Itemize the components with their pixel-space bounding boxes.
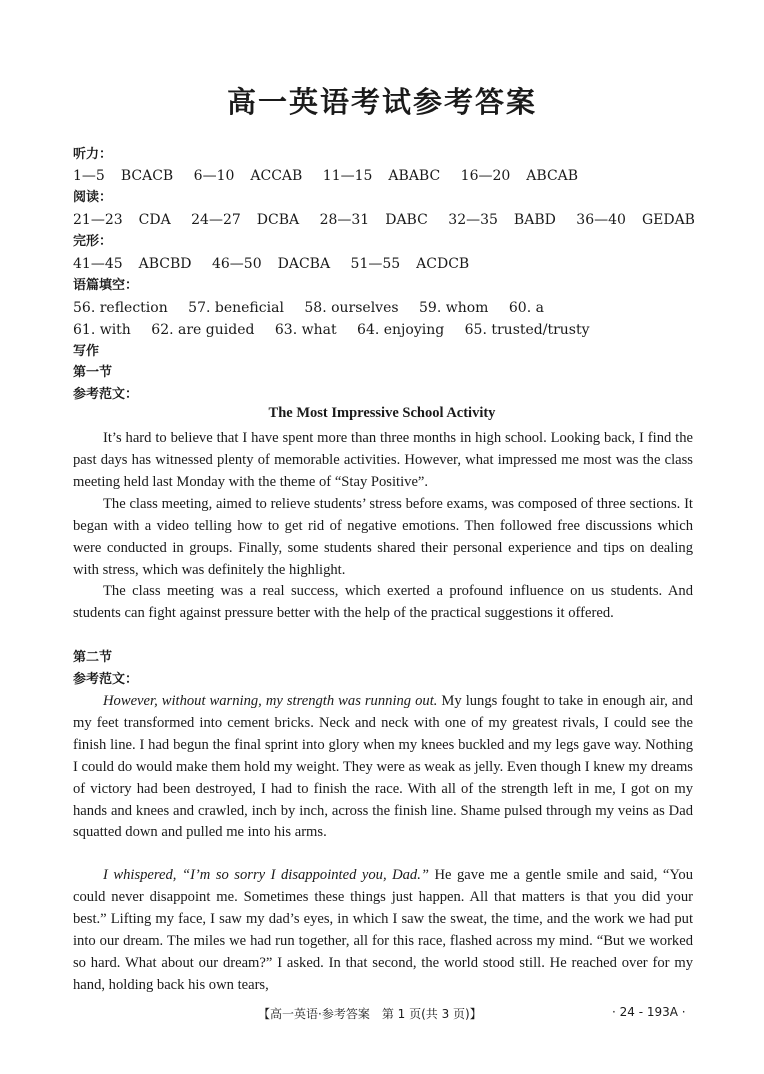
sample-essay-label: 参考范文： (73, 387, 139, 402)
cloze-answers (73, 253, 485, 275)
answer-letters: ACCAB (250, 168, 303, 184)
answer-range: 28—31 (319, 212, 370, 228)
sample-essay-label-2: 参考范文： (73, 672, 139, 687)
grammar-answer: 60. a (508, 300, 544, 316)
footer-page-info: 【高一英语·参考答案 第 1 页(共 3 页)】 (258, 1007, 482, 1021)
answer-range: 16—20 (460, 168, 511, 184)
grammar-fill-row-2 (73, 319, 606, 341)
essay-paragraph-3: The class meeting was a real success, which exerted a profound influence on us students. And students can fight against pressure better with the help of the practical suggestions it offered. (73, 583, 693, 621)
paragraph-body: He gave me a gentle smile and said, “You could never disappoint me. Sometimes these things just happen. All that matters is that you did your best.” Lifting my face, I saw my dad’s eyes, in which I saw the sweat, the time, and the work we had put into our dream. The miles we had run together, all for this race, flashed across my mind. “But we worked so hard. What about our dream?” I asked. In that second, the world stood still. He reached over for my hand, holding back his own tears, (73, 867, 694, 993)
grammar-answer: 58. ourselves (304, 300, 399, 316)
grammar-answer: 56. reflection (73, 300, 168, 316)
answer-range: 36—40 (576, 212, 626, 228)
answer-letters: BCACB (120, 168, 174, 184)
answer-range: 6—10 (193, 168, 235, 184)
answer-letters: ABCAB (526, 168, 579, 184)
essay-title: The Most Impressive School Activity (268, 405, 496, 421)
essay-paragraph-2: The class meeting, aimed to relieve students’ stress before exams, was composed of three sections. It began with a video telling how to get rid of negative emotions. Then followed free discussions which were conducted in groups. Finally, some students shared their personal experience and tips on dealing with stress, which was definitely the highlight. (73, 496, 693, 578)
answer-letters: BABD (513, 212, 556, 228)
reading-label: 阅读： (73, 190, 113, 205)
grammar-fill-label: 语篇填空： (73, 278, 139, 293)
grammar-answer: 61. with (73, 322, 131, 338)
essay-paragraph-1: It’s hard to believe that I have spent more than three months in high school. Looking back, I find the past days has witnessed plenty of memorable activities. However, what impressed me most was the class meeting held last Monday with the theme of “Stay Positive”. (73, 430, 693, 490)
grammar-answer: 65. trusted/trusty (464, 322, 590, 338)
answer-letters: GEDAB (641, 212, 695, 228)
answer-range: 41—45 (73, 256, 123, 272)
italic-opening-sentence: However, without warning, my strength was running out. (103, 693, 438, 709)
cloze-label: 完形： (73, 234, 113, 249)
continuation-paragraph-1 (73, 691, 693, 844)
answer-range: 46—50 (211, 256, 262, 272)
grammar-answer: 64. enjoying (357, 322, 445, 338)
answer-letters: ABABC (388, 168, 441, 184)
page-title: 高一英语考试参考答案 (226, 85, 537, 119)
listening-label: 听力： (73, 147, 113, 162)
answer-letters: ACDCB (416, 256, 470, 272)
reading-answers (73, 209, 711, 231)
answer-range: 11—15 (322, 168, 373, 184)
italic-opening-sentence: I whispered, “I’m so sorry I disappointed you, Dad.” (103, 867, 429, 883)
grammar-fill-row-1 (73, 297, 560, 319)
answer-range: 24—27 (191, 212, 241, 228)
answer-range: 21—23 (73, 212, 123, 228)
answer-range: 51—55 (350, 256, 401, 272)
answer-letters: DABC (385, 212, 428, 228)
footer-exam-code: · 24 - 193A · (612, 1005, 686, 1019)
grammar-answer: 59. whom (419, 300, 489, 316)
answer-letters: DACBA (277, 256, 331, 272)
writing-label: 写作 (73, 344, 100, 359)
part-2-label: 第二节 (73, 650, 113, 665)
grammar-answer: 63. what (274, 322, 337, 338)
listening-answers (73, 165, 594, 187)
continuation-paragraph-2 (73, 865, 693, 996)
answer-range: 1—5 (73, 168, 105, 184)
grammar-answer: 57. beneficial (188, 300, 284, 316)
paragraph-body: My lungs fought to take in enough air, and my feet transformed into cement bricks. Neck and neck with one of my greatest rivals, I could see the finish line. I had begun the final sprint into glory when my knees buckled and my legs gave way. Nothing I could do would make them hold my weight. They were as weak as jelly. Even though I knew my dreams of victory had been destroyed, I had to finish the race. With all of the strength left in me, I got on my hands and knees and crawled, inch by inch, across the finish line. Shame pulsed through my veins as Dad squatted down and pulled me into his arms. (73, 693, 693, 841)
answer-letters: ABCBD (138, 256, 192, 272)
answer-letters: CDA (138, 212, 171, 228)
part-1-label: 第一节 (73, 365, 113, 380)
answer-range: 32—35 (448, 212, 498, 228)
grammar-answer: 62. are guided (151, 322, 255, 338)
answer-letters: DCBA (256, 212, 300, 228)
